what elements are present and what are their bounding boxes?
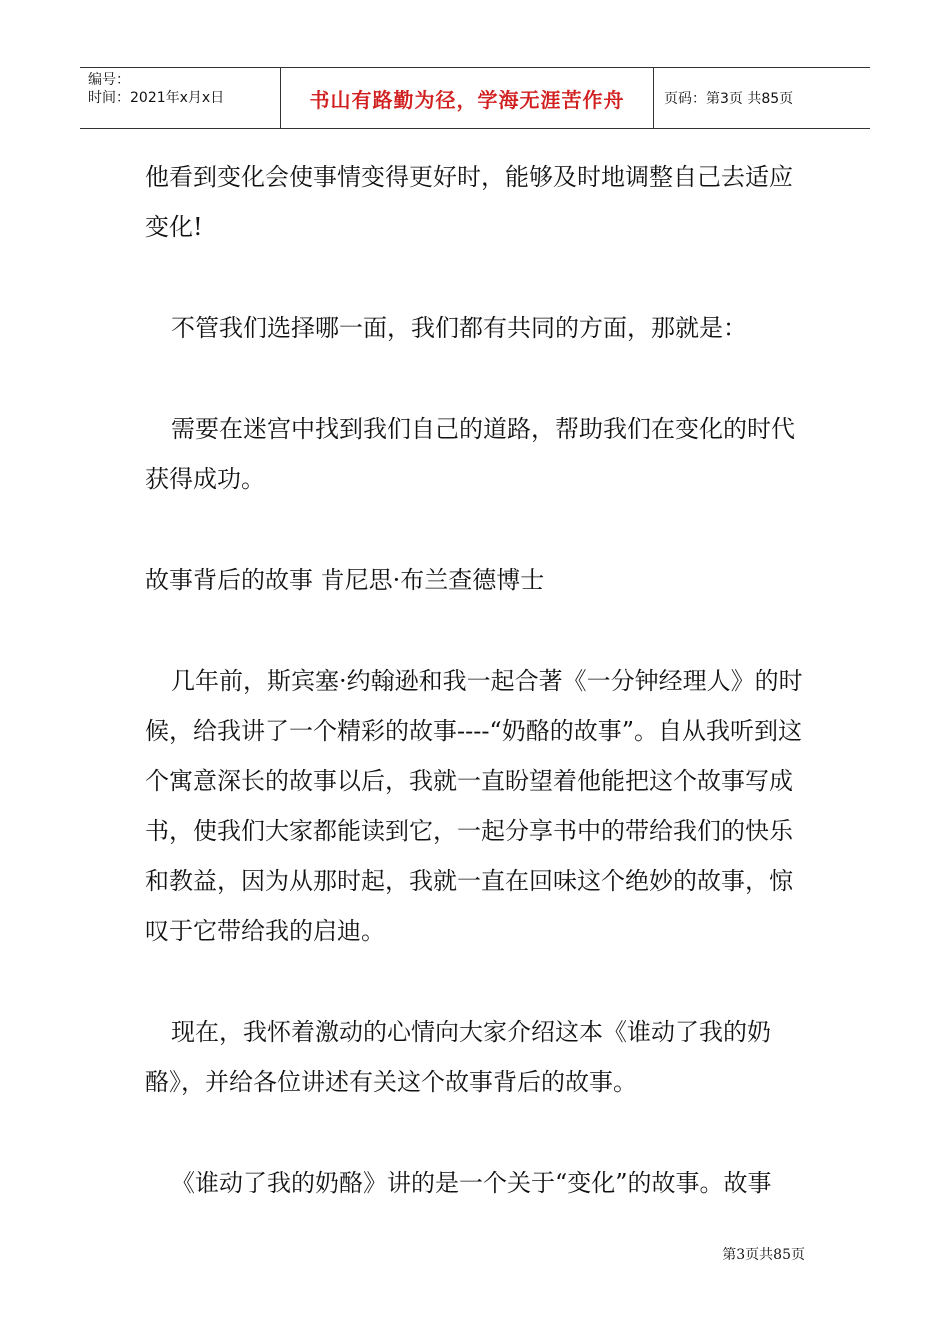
header-motto: 书山有路勤为径，学海无涯苦作舟 — [281, 68, 654, 128]
section-heading: 故事背后的故事 肯尼思·布兰查德博士 — [145, 566, 545, 594]
page-header — [80, 67, 870, 129]
time-label: 时间：2021年x月x日 — [88, 90, 225, 106]
paragraph: 现在，我怀着激动的心情向大家介绍这本《谁动了我的奶酪》，并给各位讲述有关这个故事背后的故事。 — [145, 1018, 771, 1096]
code-label: 编号： — [88, 72, 130, 88]
paragraph: 不管我们选择哪一面，我们都有共同的方面，那就是： — [171, 314, 747, 342]
document-body — [145, 152, 810, 1208]
header-page-info: 页码：第3页 共85页 — [664, 91, 794, 107]
paragraph: 几年前，斯宾塞·约翰逊和我一起合著《一分钟经理人》的时候，给我讲了一个精彩的故事----“奶酪的故事”。自从我听到这个寓意深长的故事以后，我就一直盼望着他能把这个故事写成书，使我们大家都能读到它，一起分享书中的带给我们的快乐和教益，因为从那时起，我就一直在回味这个绝妙的故事，惊叹于它带给我的启迪。 — [145, 667, 803, 945]
paragraph: 需要在迷宫中找到我们自己的道路，帮助我们在变化的时代获得成功。 — [145, 415, 795, 493]
header-meta — [80, 68, 281, 128]
paragraph: 《谁动了我的奶酪》讲的是一个关于“变化”的故事。故事 — [171, 1169, 772, 1197]
page-footer: 第3页共85页 — [722, 1247, 805, 1263]
paragraph-continuation: 他看到变化会使事情变得更好时，能够及时地调整自己去适应变化! — [145, 163, 793, 241]
